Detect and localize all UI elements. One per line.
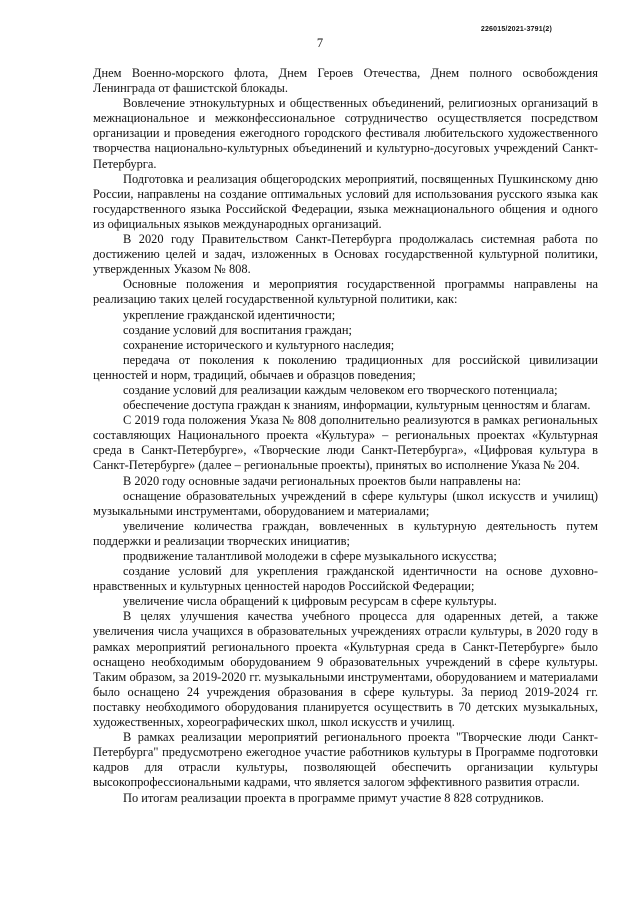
paragraph: оснащение образовательных учреждений в сфере культуры (школ искусств и училищ) музыкальными инструментами, оборудованием и материалами;	[93, 488, 598, 518]
paragraph: создание условий для реализации каждым человеком его творческого потенциала;	[123, 382, 558, 397]
paragraph: сохранение исторического и культурного наследия;	[123, 337, 395, 352]
paragraph: увеличение числа обращений к цифровым ресурсам в сфере культуры.	[123, 594, 497, 609]
paragraph: Днем Военно-морского флота, Днем Героев Отечества, Днем полного освобождения Ленинграда от фашистской блокады.	[93, 66, 598, 96]
paragraph: Подготовка и реализация общегородских мероприятий, посвященных Пушкинскому дню России, направлены на создание оптимальных условий для использования русского языка как государственного языка Российской Федерации, языка межнационального общения и одного из официальных языков международных организаций.	[93, 171, 598, 231]
paragraph: передача от поколения к поколению традиционных для российской цивилизации ценностей и норм, традиций, обычаев и образцов поведения;	[93, 352, 598, 382]
paragraph: С 2019 года положения Указа № 808 дополнительно реализуются в рамках региональных составляющих Национального проекта «Культура» – региональных проектах «Культурная среда в Санкт-Петербурге», «Творческие люди Санкт-Петербурга», «Цифровая культура в Санкт-Петербурге» (далее – региональные проекты), принятых во исполнение Указа № 204.	[93, 413, 598, 473]
paragraph: создание условий для укрепления гражданской идентичности на основе духовно-нравственных и культурных ценностей народов Российской Федерации;	[93, 564, 598, 594]
paragraph: В рамках реализации мероприятий регионального проекта "Творческие люди Санкт-Петербурга" предусмотрено ежегодное участие работников культуры в Программе подготовки кадров для отрасли культуры, позволяющей обеспечить организации культуры высокопрофессиональными кадрами, что является залогом эффективного развития отрасли.	[93, 730, 598, 790]
document-body	[93, 66, 598, 806]
paragraph: продвижение талантливой молодежи в сфере музыкального искусства;	[123, 549, 497, 563]
paragraph: Основные положения и мероприятия государственной программы направлены на реализацию таких целей государственной культурной политики, как:	[93, 277, 598, 307]
paragraph: создание условий для воспитания граждан;	[123, 322, 352, 337]
paragraph: В целях улучшения качества учебного процесса для одаренных детей, а также увеличения числа учащихся в образовательных учреждениях отрасли культуры, в 2020 году в рамках мероприятий регионального проекта «Культурная среда в Санкт-Петербурге» было оснащено необходимым оборудованием 9 образовательных учреждений в сфере культуры. Таким образом, за 2019-2020 гг. музыкальными инструментами, оборудованием и материалами было оснащено 24 учреждения образования в сфере культуры. За период 2019-2024 гг. поставку необходимого оборудования планируется осуществить в 70 детских музыкальных, художественных, хореографических школ, школ искусств и училищ.	[93, 609, 598, 730]
paragraph: По итогам реализации проекта в программе примут участие 8 828 сотрудников.	[123, 790, 544, 805]
document-id: 226015/2021-3791(2)	[480, 26, 552, 33]
paragraph: Вовлечение этнокультурных и общественных объединений, религиозных организаций в межнациональное и межконфессиональное сотрудничество осуществляется посредством организации и проведения ежегодного городского фестиваля любительского художественного творчества национально-культурных объединений и культурно-досуговых учреждений Санкт-Петербурга.	[93, 96, 598, 171]
paragraph: В 2020 году Правительством Санкт-Петербурга продолжалась системная работа по достижению целей и задач, изложенных в Основах государственной культурной политики, утвержденных Указом № 808.	[93, 232, 598, 277]
paragraph: В 2020 году основные задачи региональных проектов были направлены на:	[123, 473, 522, 488]
paragraph: укрепление гражданской идентичности;	[123, 307, 336, 322]
paragraph: увеличение количества граждан, вовлеченных в культурную деятельность путем поддержки и реализации творческих инициатив;	[93, 518, 598, 548]
paragraph: обеспечение доступа граждан к знаниям, информации, культурным ценностям и благам.	[123, 398, 591, 413]
page-number: 7	[316, 36, 324, 50]
